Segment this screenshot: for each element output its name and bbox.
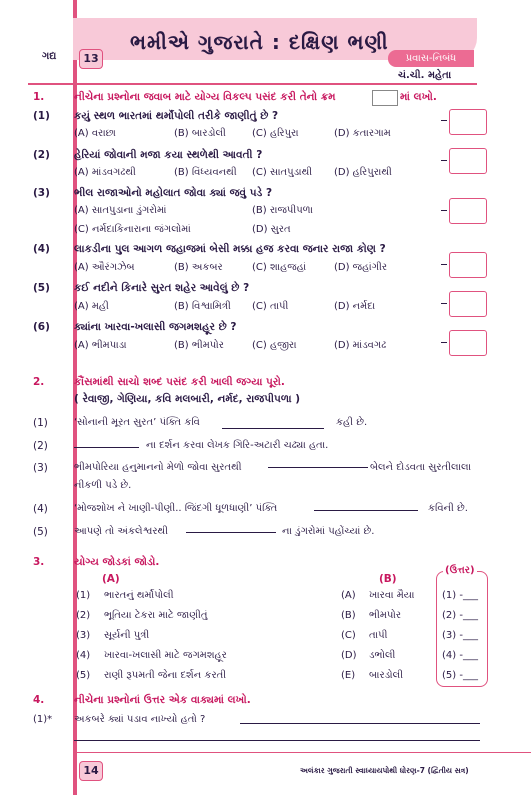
column-a-title: (A)	[102, 573, 120, 585]
q6-dash	[441, 342, 447, 343]
q1-option-a: (A) વરાછા	[74, 128, 116, 139]
blank-3-post: બેલને દોડવતા સુરતીલાલા	[370, 462, 472, 473]
blank-5-number: (5)	[33, 526, 48, 538]
q5-dash	[441, 303, 447, 304]
q4-text: લાકડીના પુલ આગળ જહાજમાં બેસી મક્કા હજ કરવા જનાર રાજા કોણ ?	[74, 243, 386, 255]
match-row-5-b-label: (E)	[341, 670, 356, 681]
header-divider	[28, 83, 477, 85]
section-1-number: 1.	[33, 91, 45, 103]
blank-5-pre: આપણે તો અંકલેશ્વરથી	[74, 526, 169, 537]
footer-book-title: અલંકાર ગુજરાતી સ્વાધ્યાયપોથી ધોરણ-7 (દ્વિતીય સત્ર)	[300, 766, 469, 775]
match-row-3-a: સૂર્યની પુત્રી	[104, 630, 150, 641]
match-row-4-b: ડભોલી	[369, 650, 396, 661]
blank-3-pre: ભીમપોરિયા હનુમાનનો મેળો જોવા સુરતથી	[74, 462, 242, 473]
blank-1-number: (1)	[33, 417, 48, 429]
blank-4-line[interactable]	[314, 510, 418, 511]
blank-4-post: કવિની છે.	[428, 503, 468, 514]
q4-number: (4)	[33, 243, 50, 255]
section-3-instruction: યોગ્ય જોડકાં જોડો.	[74, 556, 160, 568]
match-row-1-a: ભારતનું થર્મૉપોલી	[104, 590, 174, 601]
q3-option-b: (B) રાજપીપળા	[252, 205, 314, 216]
match-row-3-b-label: (C)	[341, 630, 356, 641]
q6-answer-box[interactable]	[449, 330, 487, 356]
section-2-number: 2.	[33, 376, 45, 388]
q2-text: હેરિયાં જોવાની મજા કયા સ્થળેથી આવતી ?	[74, 149, 263, 161]
q2-option-d: (D) હરિપુરાથી	[334, 167, 392, 178]
match-row-1-b: ખારવા મૈયા	[369, 590, 415, 601]
q3-text: ભીલ રાજાઓનો મહોલાત જોવા ક્યાં જવું પડે ?	[74, 187, 273, 199]
q4-option-d: (D) જહાંગીર	[334, 262, 388, 273]
blank-5-post: ના ડુંગરોમાં પહોંચ્યાં છે.	[282, 526, 375, 537]
blank-2-post: ના દર્શન કરવા લેખક ગિરિ-અટારી ચઢ્યા હતા.	[146, 440, 329, 451]
q3-answer-box[interactable]	[449, 198, 487, 224]
q4-option-a: (A) ઔરંગઝેબ	[74, 262, 135, 273]
q2-answer-box[interactable]	[449, 148, 487, 174]
match-row-4-a: ખારવા-ખલાસી માટે જગમશહૂર	[104, 650, 227, 661]
answer-sample-box	[372, 90, 398, 106]
page-title: ભમીએ ગુજરાતે : દક્ષિણ ભણી	[130, 30, 389, 54]
q5-option-d: (D) નર્મદા	[334, 301, 376, 312]
match-row-1-b-label: (A)	[341, 590, 356, 601]
blank-3-line[interactable]	[268, 467, 368, 468]
q2-dash	[441, 160, 447, 161]
match-row-4-answer[interactable]: (4) -___	[442, 650, 478, 661]
blank-2-number: (2)	[33, 440, 48, 452]
match-row-2-a: ભૂતિયા ટેકરા માટે જાણીતું	[104, 610, 208, 621]
lesson-number-badge: 13	[79, 49, 103, 69]
match-row-2-answer[interactable]: (2) -___	[442, 610, 478, 621]
footer-divider	[77, 752, 531, 753]
blank-1-pre: ‘સોનાની મૂરત સુરત’ પંક્તિ કવિ	[74, 417, 200, 428]
q6-option-c: (C) હજીરા	[252, 340, 297, 351]
column-b-title: (B)	[379, 573, 397, 585]
section-1-instruction: નીચેના પ્રશ્નોના જવાબ માટે યોગ્ય વિકલ્પ પસંદ કરી તેનો ક્રમ	[74, 91, 336, 103]
q6-option-a: (A) ભીમપાડા	[74, 340, 127, 351]
q2-option-c: (C) સાતપુડાથી	[252, 167, 313, 178]
blank-5-line[interactable]	[186, 532, 276, 533]
blank-4-pre: ‘મોજશોખ ને ખાણી-પીણી.. જિંદગી ધૂળધાણી’ પંક્તિ	[74, 503, 278, 514]
match-row-5-a: રાણી રૂપમતી જેના દર્શન કરતી	[104, 670, 227, 681]
match-row-4-num: (4)	[76, 650, 91, 661]
match-row-5-num: (5)	[76, 670, 91, 681]
blank-1-line[interactable]	[222, 428, 324, 429]
page-number-badge: 14	[79, 761, 103, 781]
s4-q1-text: અકબરે ક્યાં પડાવ નાખ્યો હતો ?	[74, 714, 206, 725]
q1-option-c: (C) હરિપુરા	[252, 128, 299, 139]
q5-option-c: (C) તાપી	[252, 301, 289, 312]
s4-q1-answer-line[interactable]	[240, 723, 480, 724]
blank-4-number: (4)	[33, 503, 48, 515]
q3-number: (3)	[33, 187, 50, 199]
q1-dash	[441, 120, 447, 121]
q1-answer-box[interactable]	[449, 109, 487, 135]
match-row-1-num: (1)	[76, 590, 91, 601]
q1-option-b: (B) બારડોલી	[174, 128, 226, 139]
match-row-2-b: ભીમપોર	[369, 610, 402, 621]
q3-option-d: (D) સુરત	[252, 224, 291, 235]
blank-1-post: કહી છે.	[336, 417, 368, 428]
section-2-instruction: કૌંસમાંથી સાચો શબ્દ પસંદ કરી ખાલી જગ્યા પૂરો.	[74, 376, 285, 388]
q4-answer-box[interactable]	[449, 252, 487, 278]
section-2-word-bank: ( રેવાજી, ગેણિયા, કવિ મલબારી, નર્મદ, રાજપીપળા )	[74, 393, 301, 405]
q6-number: (6)	[33, 321, 50, 333]
q1-option-d: (D) કતારગામ	[334, 128, 391, 139]
match-row-4-b-label: (D)	[341, 650, 357, 661]
section-3-number: 3.	[33, 556, 45, 568]
prose-tag: ગદ્ય	[42, 51, 57, 62]
s4-q1-answer-line-2[interactable]	[74, 740, 480, 741]
match-row-3-b: તાપી	[369, 630, 388, 641]
q3-option-c: (C) નર્મદાકિનારાના જંગલોમાં	[74, 224, 191, 235]
q6-option-d: (D) માંડવગઢ	[334, 340, 387, 351]
q3-dash	[441, 210, 447, 211]
q5-option-b: (B) વિશ્વામિત્રી	[174, 301, 231, 312]
q5-option-a: (A) મહી	[74, 301, 109, 312]
match-row-5-b: બારડોલી	[369, 670, 404, 681]
q6-text: ક્યાંના ખારવા-ખલાસી જગમશહૂર છે ?	[74, 321, 237, 333]
match-row-1-answer[interactable]: (1) -___	[442, 590, 478, 601]
match-row-3-num: (3)	[76, 630, 91, 641]
q2-option-a: (A) માંડવગઢથી	[74, 167, 136, 178]
genre-ribbon: પ્રવાસ-નિબંધ	[388, 50, 474, 67]
match-row-2-b-label: (B)	[341, 610, 356, 621]
q6-option-b: (B) ભીમપોર	[174, 340, 224, 351]
answer-column-title: (ઉત્તર)	[445, 565, 475, 576]
s4-q1-number: (1)*	[33, 714, 53, 725]
section-4-instruction: નીચેના પ્રશ્નોનાં ઉત્તર એક વાક્યમાં લખો.	[74, 694, 251, 706]
section-4-number: 4.	[33, 694, 45, 706]
match-row-5-answer[interactable]: (5) -___	[442, 670, 478, 681]
blank-3-number: (3)	[33, 462, 48, 474]
q5-answer-box[interactable]	[449, 291, 487, 317]
q4-option-c: (C) શાહજહાં	[252, 262, 307, 273]
match-row-2-num: (2)	[76, 610, 91, 621]
blank-2-line[interactable]	[74, 447, 139, 448]
q5-text: કઈ નદીને કિનારે સુરત શહેર આવેલું છે ?	[74, 282, 250, 294]
blank-3-continuation: નીકળી પડે છે.	[74, 480, 132, 491]
match-row-3-answer[interactable]: (3) -___	[442, 630, 478, 641]
q4-dash	[441, 264, 447, 265]
q2-number: (2)	[33, 149, 50, 161]
author-name: ચં.ચી. મહેતા	[398, 70, 452, 81]
q2-option-b: (B) વિંધ્યવનથી	[174, 167, 237, 178]
q5-number: (5)	[33, 282, 50, 294]
q4-option-b: (B) અકબર	[174, 262, 223, 273]
section-1-instruction-tail: માં લખો.	[400, 91, 437, 103]
q1-text: કયું સ્થળ ભારતમાં થર્મૉપોલી તરીકે જાણીતું છે ?	[74, 110, 279, 122]
q1-number: (1)	[33, 110, 50, 122]
q3-option-a: (A) સાતપુડાના ડુંગરોમાં	[74, 205, 167, 216]
